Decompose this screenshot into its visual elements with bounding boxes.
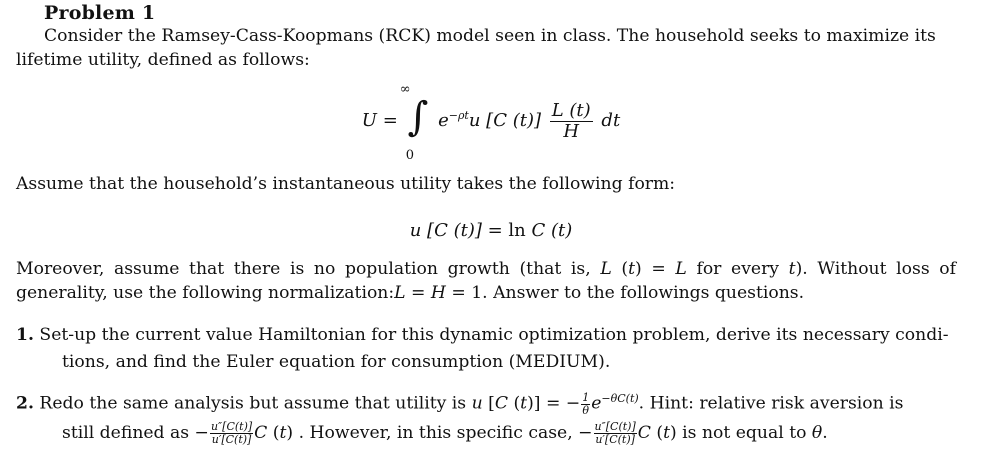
- risk-aversion-fraction-1: $\frac{u''[C(t)]}{u'[C(t)]}$: [210, 419, 253, 446]
- moreover-text-c: Without loss of generality, use the following normalization:: [16, 259, 956, 303]
- problem-heading: Problem 1: [44, 2, 156, 24]
- moreover-text-d: Answer to the followings questions.: [493, 283, 805, 303]
- question-2-line2: still defined as − $\frac{u''[C(t)]}{u'[C(t)]}$ C (t) . However, in this specific case, − $\frac{u''[C(t)]}{u'[C(t)]}$ C (t) is not equal to θ.: [62, 419, 828, 446]
- population-ratio-fraction: [550, 101, 593, 142]
- eq-lhs: U: [361, 110, 377, 131]
- question-2-line1: 2. Redo the same analysis but assume that utility is u [C (t)] = − $\frac{1}{\theta}$ $e^{-\theta C(t)}$. Hint: relative risk aversion is: [16, 390, 904, 417]
- question-2-text-d: However, in this specific case,: [309, 422, 573, 443]
- question-1-number: 1.: [16, 325, 34, 345]
- integrand: $e^{-\rho t}u$ [C (t)]: [438, 109, 541, 131]
- fraction-numerator: L (t): [551, 99, 591, 121]
- inverse-theta-fraction: $\frac{1}{\theta}$: [582, 390, 590, 417]
- question-1: [16, 322, 956, 376]
- fraction-denominator: H: [563, 120, 580, 142]
- log-utility-equation: u [C (t)] = ln C (t): [409, 220, 573, 241]
- integral-upper-limit: ∞: [399, 82, 411, 97]
- question-2-text-e: is not equal to: [682, 422, 807, 443]
- assumption-paragraph: Assume that the household’s instantaneous utility takes the following form:: [16, 174, 676, 194]
- moreover-text-b: for every: [696, 259, 789, 279]
- risk-aversion-fraction-2: $\frac{u''[C(t)]}{u'[C(t)]}$: [594, 419, 636, 446]
- normalization-paragraph: Moreover, assume that there is no population growth (that is, L (t) = L for every t). Without loss of generality, use the following normalization:L = H = 1. Answer to the followings questions.: [16, 259, 956, 303]
- question-1-text-line2: tions, and find the Euler equation for consumption (MEDIUM).: [62, 352, 611, 372]
- moreover-text-a: Moreover, assume that there is no population growth (that is,: [16, 259, 601, 279]
- question-2: [16, 385, 956, 447]
- integral-differential: dt: [601, 110, 621, 131]
- integral-lower-limit: 0: [405, 148, 415, 163]
- integral-sign: ∫: [407, 94, 429, 140]
- utility-integral-equation: U = ∫ ∞ 0 $e^{-\rho t}u$ [C (t)] $\frac{L (t)}{H}$ dt: [361, 82, 621, 163]
- question-2-text-a: Redo the same analysis but assume that utility is: [39, 393, 472, 414]
- question-1-text-line1: Set-up the current value Hamiltonian for this dynamic optimization problem, derive its necessary condi-: [39, 325, 949, 345]
- intro-paragraph: Consider the Ramsey-Cass-Koopmans (RCK) model seen in class. The household seeks to maximize its lifetime utility, defined as follows:: [16, 26, 936, 70]
- question-2-text-c: still defined as: [62, 422, 190, 443]
- question-2-number: 2.: [16, 393, 34, 414]
- question-2-text-b: Hint: relative risk aversion is: [649, 393, 904, 414]
